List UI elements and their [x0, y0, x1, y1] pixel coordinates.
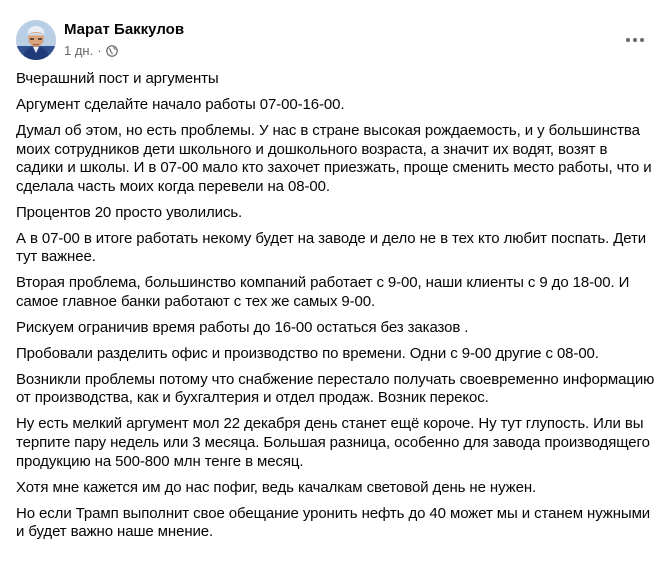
globe-icon	[106, 45, 118, 57]
post-body	[16, 70, 657, 549]
post-paragraph: Думал об этом, но есть проблемы. У нас в стране высокая рождаемость, и у большинства моих сотрудников дети школьного и дошкольного возраста, а значит их водят, возят в садики и школы. И в 07-00 мало кто захочет приезжать, проще сменить место работы, что и сделала часть моих когда перевели на 08-00.	[16, 121, 652, 195]
post-paragraph: Ну есть мелкий аргумент мол 22 декабря день станет ещё короче. Ну тут глупость. Или вы терпите пару недель или 3 месяца. Большая разница, особенно для завода производящего продукцию на 500-800 млн тенге в месяц.	[16, 415, 650, 470]
post-paragraph: Вчерашний пост и аргументы	[16, 70, 219, 87]
post-paragraph: Но если Трамп выполнит свое обещание уронить нефть до 40 может мы и станем нужными и будет важно наше мнение.	[16, 504, 651, 541]
more-horizontal-icon	[625, 37, 645, 43]
more-options-button[interactable]	[617, 22, 653, 58]
post-paragraph: Аргумент сделайте начало работы 07-00-16-00.	[16, 95, 345, 113]
avatar-photo-icon	[16, 20, 56, 60]
post-paragraph: Хотя мне кажется им до нас пофиг, ведь качалкам световой день не нужен.	[16, 478, 537, 496]
post-header	[16, 16, 653, 60]
post-paragraph: А в 07-00 в итоге работать некому будет на заводе и дело не в тех кто любит поспать. Дети тут важнее.	[16, 229, 647, 266]
post-paragraph: Рискуем ограничив время работы до 16-00 остаться без заказов .	[16, 318, 469, 336]
author-avatar[interactable]	[16, 20, 56, 60]
post-meta	[64, 43, 118, 58]
meta-separator: ·	[97, 43, 102, 58]
post-paragraph: Вторая проблема, большинство компаний работает с 9-00, наши клиенты с 9 до 18-00. И самое главное банки работают с тех же самых 9-00.	[16, 274, 630, 310]
post-paragraph: Процентов 20 просто уволились.	[16, 203, 243, 221]
post-time[interactable]: 1 дн.	[64, 43, 94, 58]
post-paragraph: Возникли проблемы потому что снабжение перестало получать своевременно информацию от производства, как и бухгалтерия и отдел продаж. Возник перекос.	[16, 370, 655, 407]
author-name[interactable]: Марат Баккулов	[64, 21, 185, 38]
post-paragraph: Пробовали разделить офис и производство по времени. Одни с 9-00 другие с 08-00.	[16, 344, 599, 362]
